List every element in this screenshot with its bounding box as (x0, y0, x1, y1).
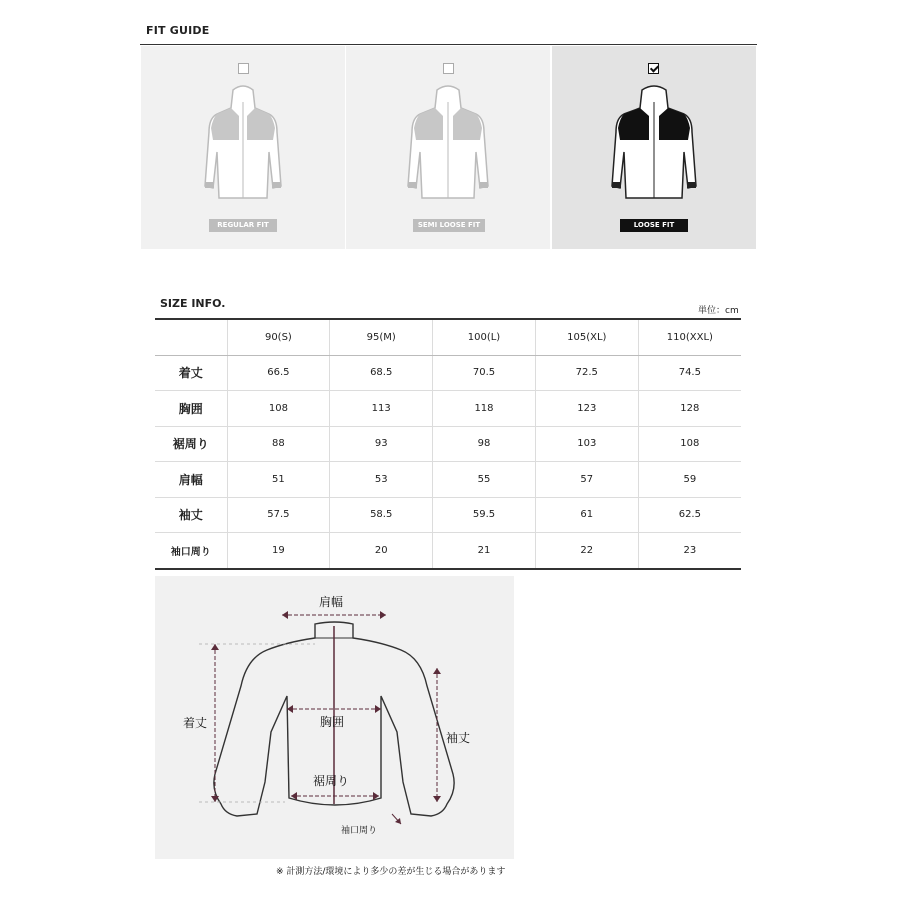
diagram-label-shoulder: 肩幅 (319, 595, 344, 609)
fit-label-semi-loose: SEMI LOOSE FIT (413, 219, 485, 232)
diagram-label-sleeve: 袖丈 (446, 731, 471, 745)
table-cell: 70.5 (433, 355, 536, 391)
row-label: 袖口周り (155, 533, 227, 569)
column-header: 95(M) (330, 319, 433, 355)
table-cell: 108 (638, 426, 741, 462)
jacket-icon (406, 82, 490, 204)
table-cell: 20 (330, 533, 433, 569)
fit-guide-divider (140, 44, 757, 45)
checkbox-regular-fit[interactable] (238, 63, 249, 74)
table-cell: 123 (535, 391, 638, 427)
fit-label-loose: LOOSE FIT (620, 219, 688, 232)
table-cell: 66.5 (227, 355, 330, 391)
column-header: 90(S) (227, 319, 330, 355)
checkbox-loose-fit[interactable] (648, 63, 659, 74)
fit-guide-title: FIT GUIDE (146, 24, 210, 37)
table-row (155, 462, 741, 498)
size-info-title: SIZE INFO. (160, 297, 226, 310)
table-cell: 61 (535, 497, 638, 533)
table-cell: 57 (535, 462, 638, 498)
row-label: 肩幅 (155, 462, 227, 498)
footnote: ※ 計測方法/環境により多少の差が生じる場合があります (276, 867, 506, 877)
table-row (155, 497, 741, 533)
table-cell: 19 (227, 533, 330, 569)
row-label: 袖丈 (155, 497, 227, 533)
table-cell: 62.5 (638, 497, 741, 533)
column-header: 100(L) (433, 319, 536, 355)
column-header: 105(XL) (535, 319, 638, 355)
fit-label-regular: REGULAR FIT (209, 219, 277, 232)
table-cell: 88 (227, 426, 330, 462)
table-cell: 58.5 (330, 497, 433, 533)
corner-cell (155, 319, 227, 355)
row-label: 着丈 (155, 355, 227, 391)
table-cell: 57.5 (227, 497, 330, 533)
table-cell: 93 (330, 426, 433, 462)
fit-option-regular[interactable] (141, 46, 345, 249)
diagram-label-hem: 裾周り (313, 774, 350, 788)
table-cell: 59 (638, 462, 741, 498)
table-row (155, 533, 741, 569)
table-cell: 55 (433, 462, 536, 498)
table-cell: 118 (433, 391, 536, 427)
table-cell: 113 (330, 391, 433, 427)
table-cell: 21 (433, 533, 536, 569)
diagram-label-chest: 胸囲 (320, 715, 345, 729)
table-cell: 103 (535, 426, 638, 462)
fit-option-loose[interactable] (552, 46, 756, 249)
column-header: 110(XXL) (638, 319, 741, 355)
table-cell: 59.5 (433, 497, 536, 533)
row-label: 裾周り (155, 426, 227, 462)
table-header-row (155, 319, 741, 355)
table-cell: 98 (433, 426, 536, 462)
table-cell: 72.5 (535, 355, 638, 391)
fit-option-semi-loose[interactable] (346, 46, 550, 249)
table-cell: 51 (227, 462, 330, 498)
table-cell: 23 (638, 533, 741, 569)
table-cell: 108 (227, 391, 330, 427)
table-cell: 22 (535, 533, 638, 569)
table-cell: 128 (638, 391, 741, 427)
jacket-icon (610, 82, 698, 204)
table-cell: 74.5 (638, 355, 741, 391)
row-label: 胸囲 (155, 391, 227, 427)
unit-note: 単位：cm (698, 306, 739, 316)
size-table (155, 318, 741, 570)
jacket-icon (203, 82, 283, 204)
table-row (155, 426, 741, 462)
diagram-label-length: 着丈 (183, 716, 208, 730)
diagram-label-cuff: 袖口周り (341, 826, 378, 836)
table-cell: 53 (330, 462, 433, 498)
checkbox-semi-loose-fit[interactable] (443, 63, 454, 74)
table-row (155, 391, 741, 427)
table-cell: 68.5 (330, 355, 433, 391)
table-row (155, 355, 741, 391)
measurement-diagram (155, 576, 514, 859)
